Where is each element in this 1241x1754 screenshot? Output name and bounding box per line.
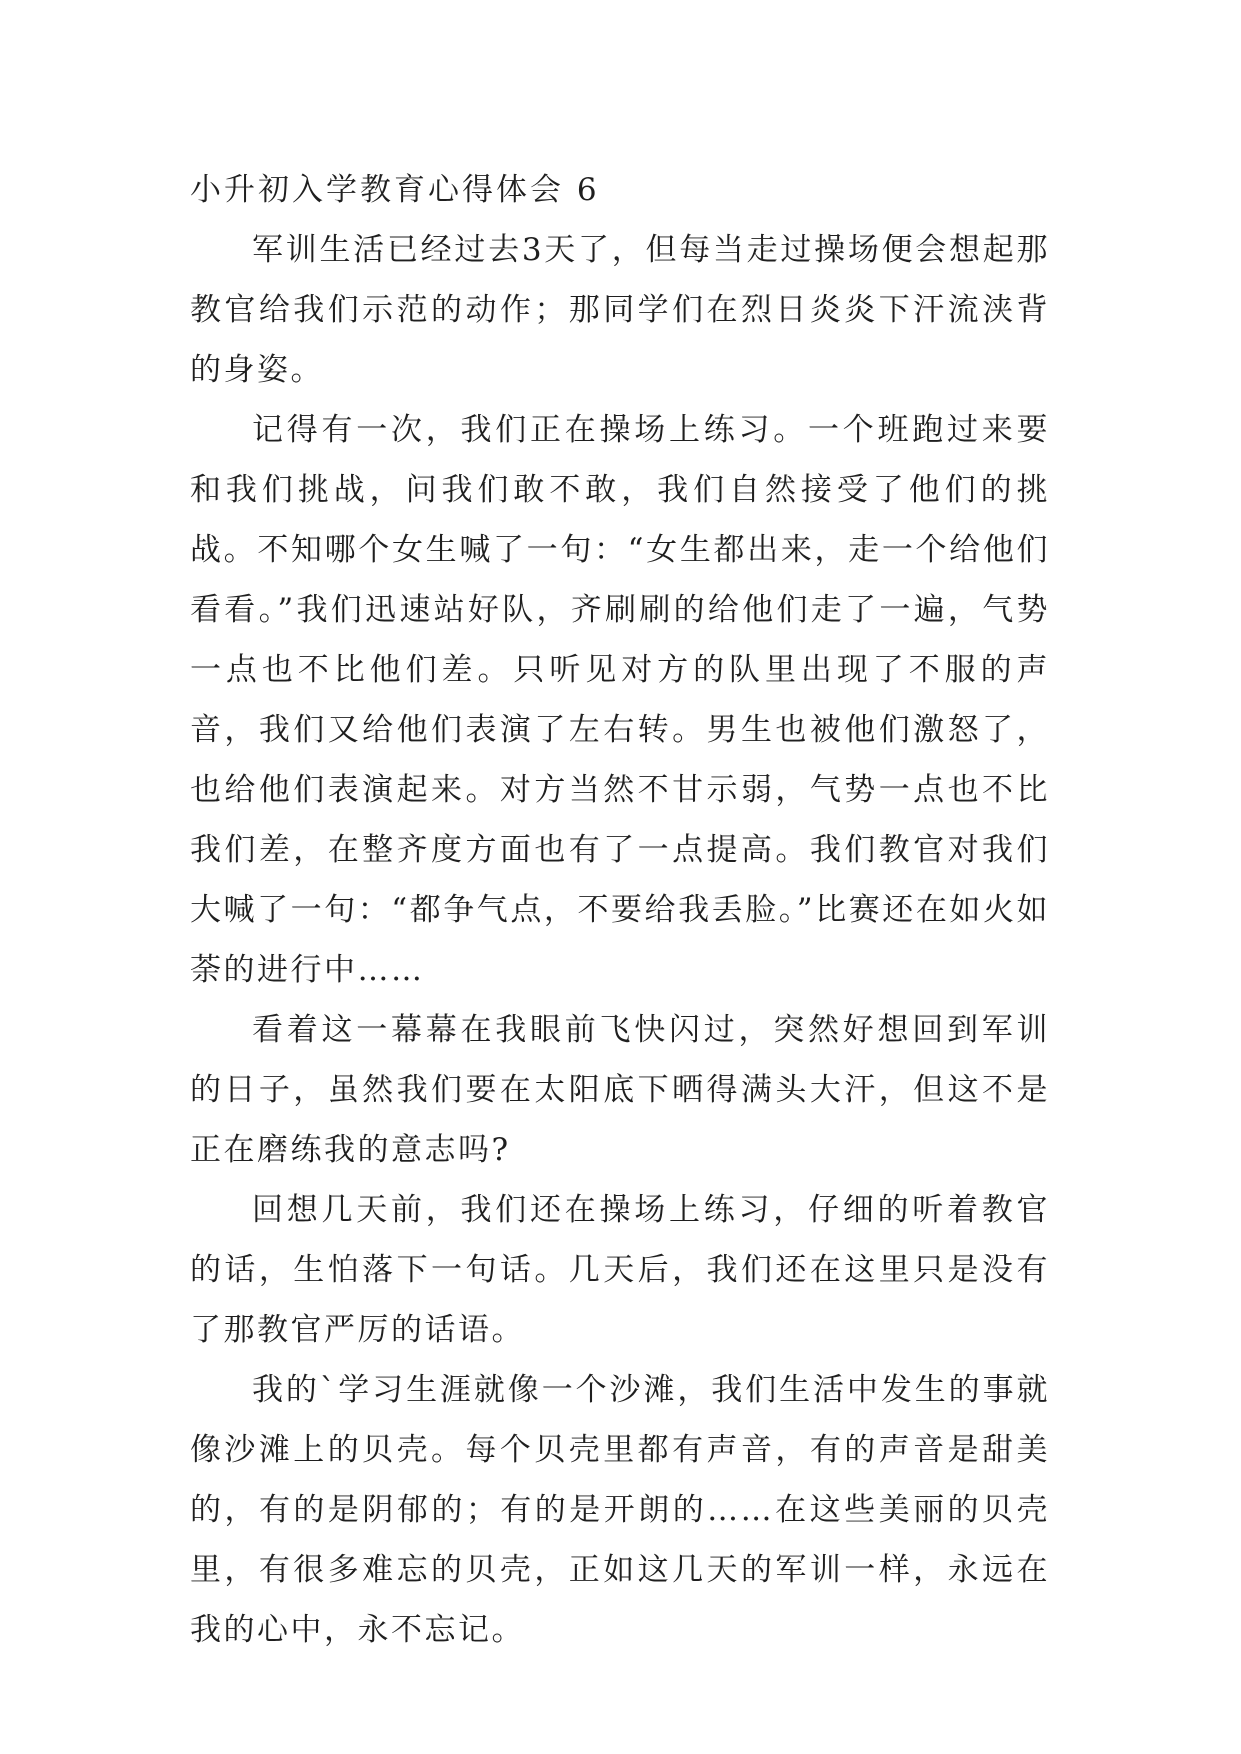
paragraph-3: 看着这一幕幕在我眼前飞快闪过，突然好想回到军训的日子，虽然我们要在太阳底下晒得满头大汗，但这不是正在磨练我的意志吗? bbox=[190, 1012, 1050, 1168]
document-body bbox=[190, 160, 1050, 1660]
paragraph-5: 我的`学习生涯就像一个沙滩，我们生活中发生的事就像沙滩上的贝壳。每个贝壳里都有声音，有的声音是甜美的，有的是阴郁的；有的是开朗的……在这些美丽的贝壳里，有很多难忘的贝壳，正如这几天的军训一样，永远在我的心中，永不忘记。 bbox=[190, 1372, 1050, 1648]
paragraph-2: 记得有一次，我们正在操场上练习。一个班跑过来要和我们挑战，问我们敢不敢，我们自然接受了他们的挑战。不知哪个女生喊了一句：“女生都出来，走一个给他们看看。”我们迅速站好队，齐刷刷的给他们走了一遍，气势一点也不比他们差。只听见对方的队里出现了不服的声音，我们又给他们表演了左右转。男生也被他们激怒了，也给他们表演起来。对方当然不甘示弱，气势一点也不比我们差，在整齐度方面也有了一点提高。我们教官对我们大喊了一句：“都争气点，不要给我丢脸。”比赛还在如火如荼的进行中…… bbox=[190, 412, 1050, 988]
document-title: 小升初入学教育心得体会 6 bbox=[190, 172, 600, 208]
paragraph-1: 军训生活已经过去3天了，但每当走过操场便会想起那教官给我们示范的动作；那同学们在烈日炎炎下汗流浃背的身姿。 bbox=[190, 232, 1050, 388]
paragraph-4: 回想几天前，我们还在操场上练习，仔细的听着教官的话，生怕落下一句话。几天后，我们还在这里只是没有了那教官严厉的话语。 bbox=[190, 1192, 1050, 1348]
